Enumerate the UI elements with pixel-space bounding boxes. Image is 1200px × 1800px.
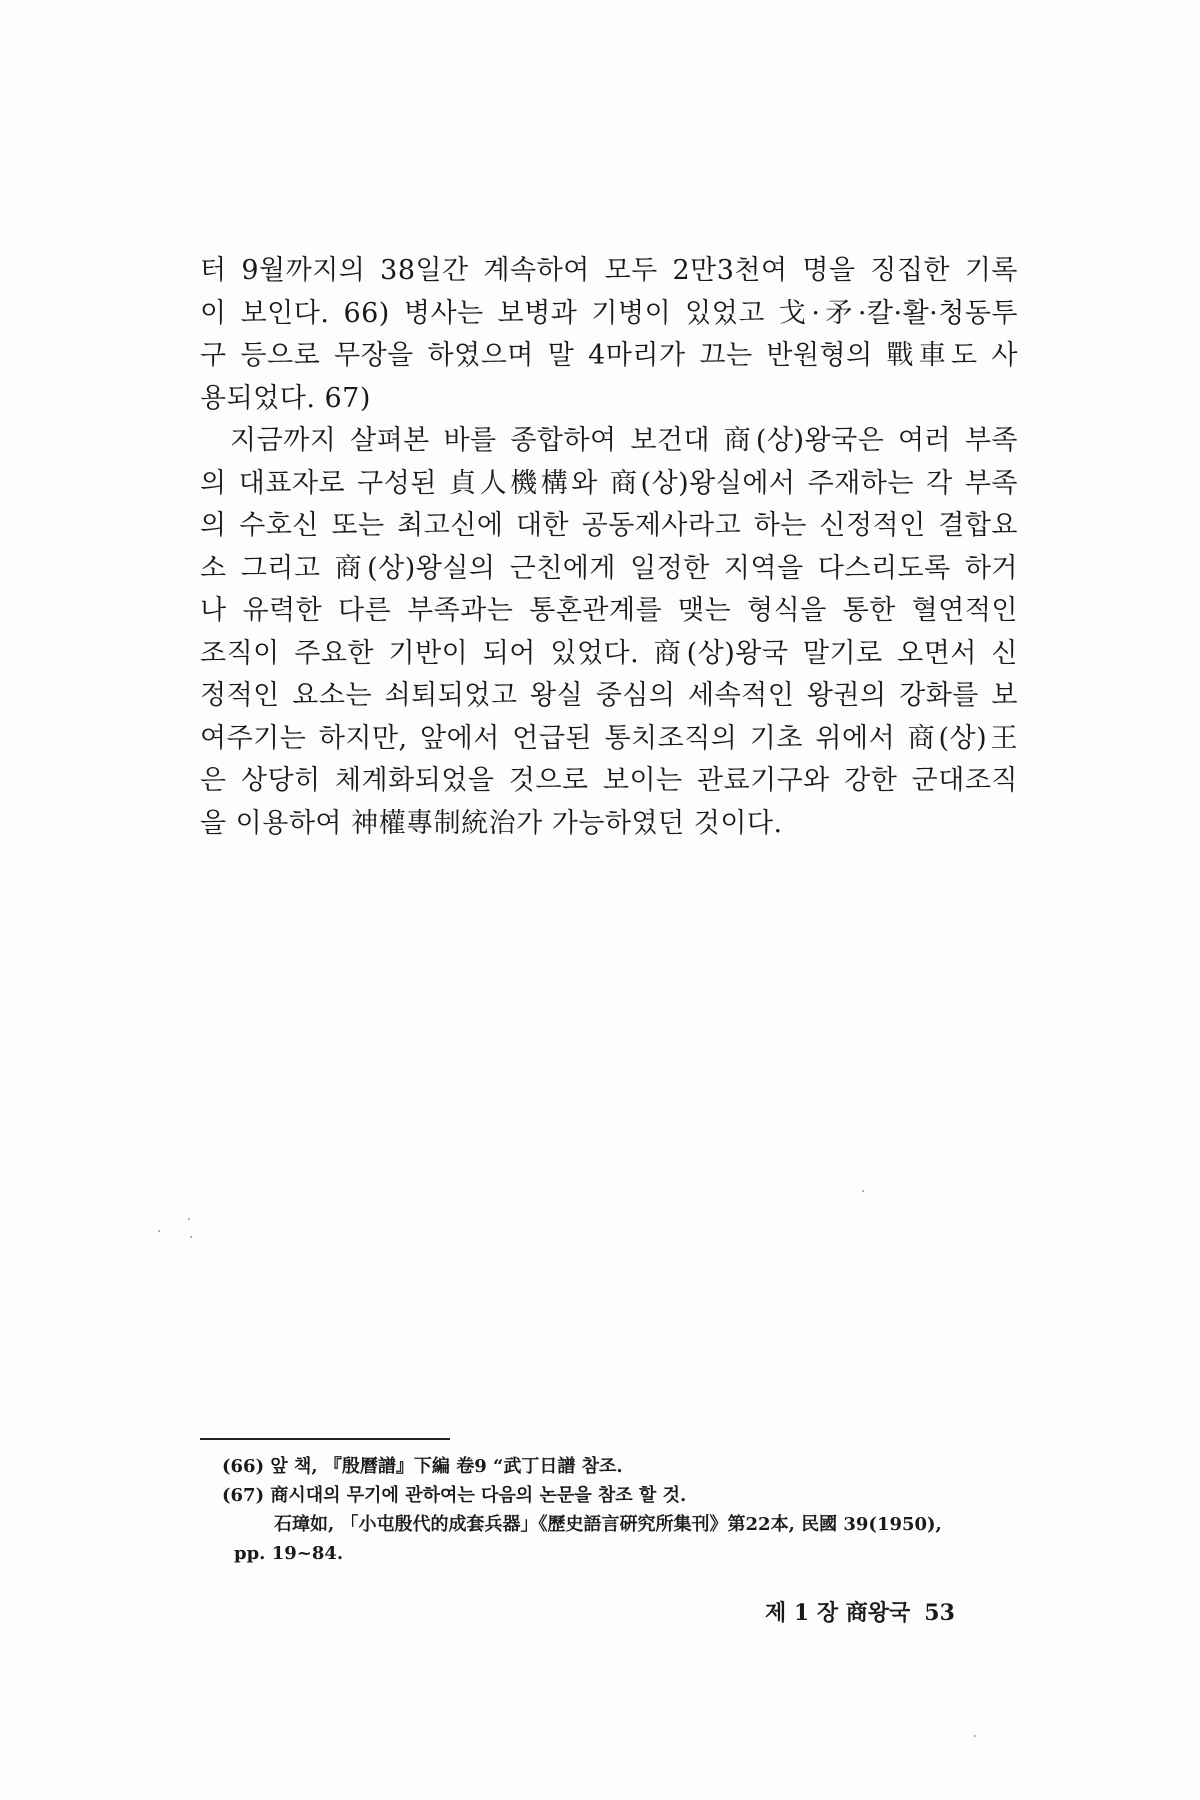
chapter-title: 제 1 장 商왕국	[765, 1600, 911, 1626]
scan-speck	[190, 1236, 192, 1238]
body-line: 은 상당히 체계화되었을 것으로 보이는 관료기구와 강한 군대조직	[200, 765, 1018, 796]
scan-speck	[188, 1218, 190, 1220]
body-line: 여주기는 하지만, 앞에서 언급된 통치조직의 기초 위에서 商(상)王	[200, 722, 1018, 754]
body-line: 구 등으로 무장을 하였으며 말 4마리가 끄는 반원형의 戰車도 사	[200, 340, 1018, 371]
footnotes	[222, 1452, 1022, 1568]
footnote-67: (67) 商시대의 무기에 관하여는 다음의 논문을 참조 할 것.	[222, 1485, 687, 1506]
scan-speck	[974, 1735, 976, 1737]
page-number: 53	[924, 1600, 955, 1626]
paragraph-start-line: 지금까지 살펴본 바를 종합하여 보건대 商(상)왕국은 여러 부족	[230, 425, 1018, 456]
scan-speck	[862, 1190, 864, 1192]
body-line: 정적인 요소는 쇠퇴되었고 왕실 중심의 세속적인 왕권의 강화를 보	[200, 680, 1018, 711]
body-line: 나 유력한 다른 부족과는 통혼관계를 맺는 형식을 통한 혈연적인	[200, 595, 1018, 626]
body-line: 을 이용하여 神權專制統治가 가능하였던 것이다.	[200, 807, 783, 839]
footnote-66: (66) 앞 책, 『殷曆譜』下編 卷9 “武丁日譜 참조.	[222, 1456, 623, 1477]
body-line: 조직이 주요한 기반이 되어 있었다. 商(상)왕국 말기로 오면서 신	[200, 637, 1018, 669]
body-line: 소 그리고 商(상)왕실의 근친에게 일정한 지역을 다스리도록 하거	[200, 552, 1018, 584]
running-footer	[765, 1596, 955, 1627]
footnote-67-citation: 石璋如, 「小屯殷代的成套兵器」《歷史語言硏究所集刊》第22本, 民國 39(1950),	[274, 1514, 942, 1535]
footnote-67-pages: pp. 19~84.	[234, 1543, 344, 1564]
scan-speck	[158, 1230, 160, 1232]
body-line: 용되었다. 67)	[200, 382, 371, 414]
footnote-divider	[200, 1438, 450, 1440]
body-line: 의 수호신 또는 최고신에 대한 공동제사라고 하는 신정적인 결합요	[200, 510, 1018, 541]
body-line: 이 보인다. 66) 병사는 보병과 기병이 있었고 戈·矛·칼·활·청동투	[200, 297, 1018, 329]
body-text	[200, 250, 1018, 845]
body-line: 의 대표자로 구성된 貞人機構와 商(상)왕실에서 주재하는 각 부족	[200, 467, 1018, 499]
body-line: 터 9월까지의 38일간 계속하여 모두 2만3천여 명을 징집한 기록	[200, 255, 1018, 286]
